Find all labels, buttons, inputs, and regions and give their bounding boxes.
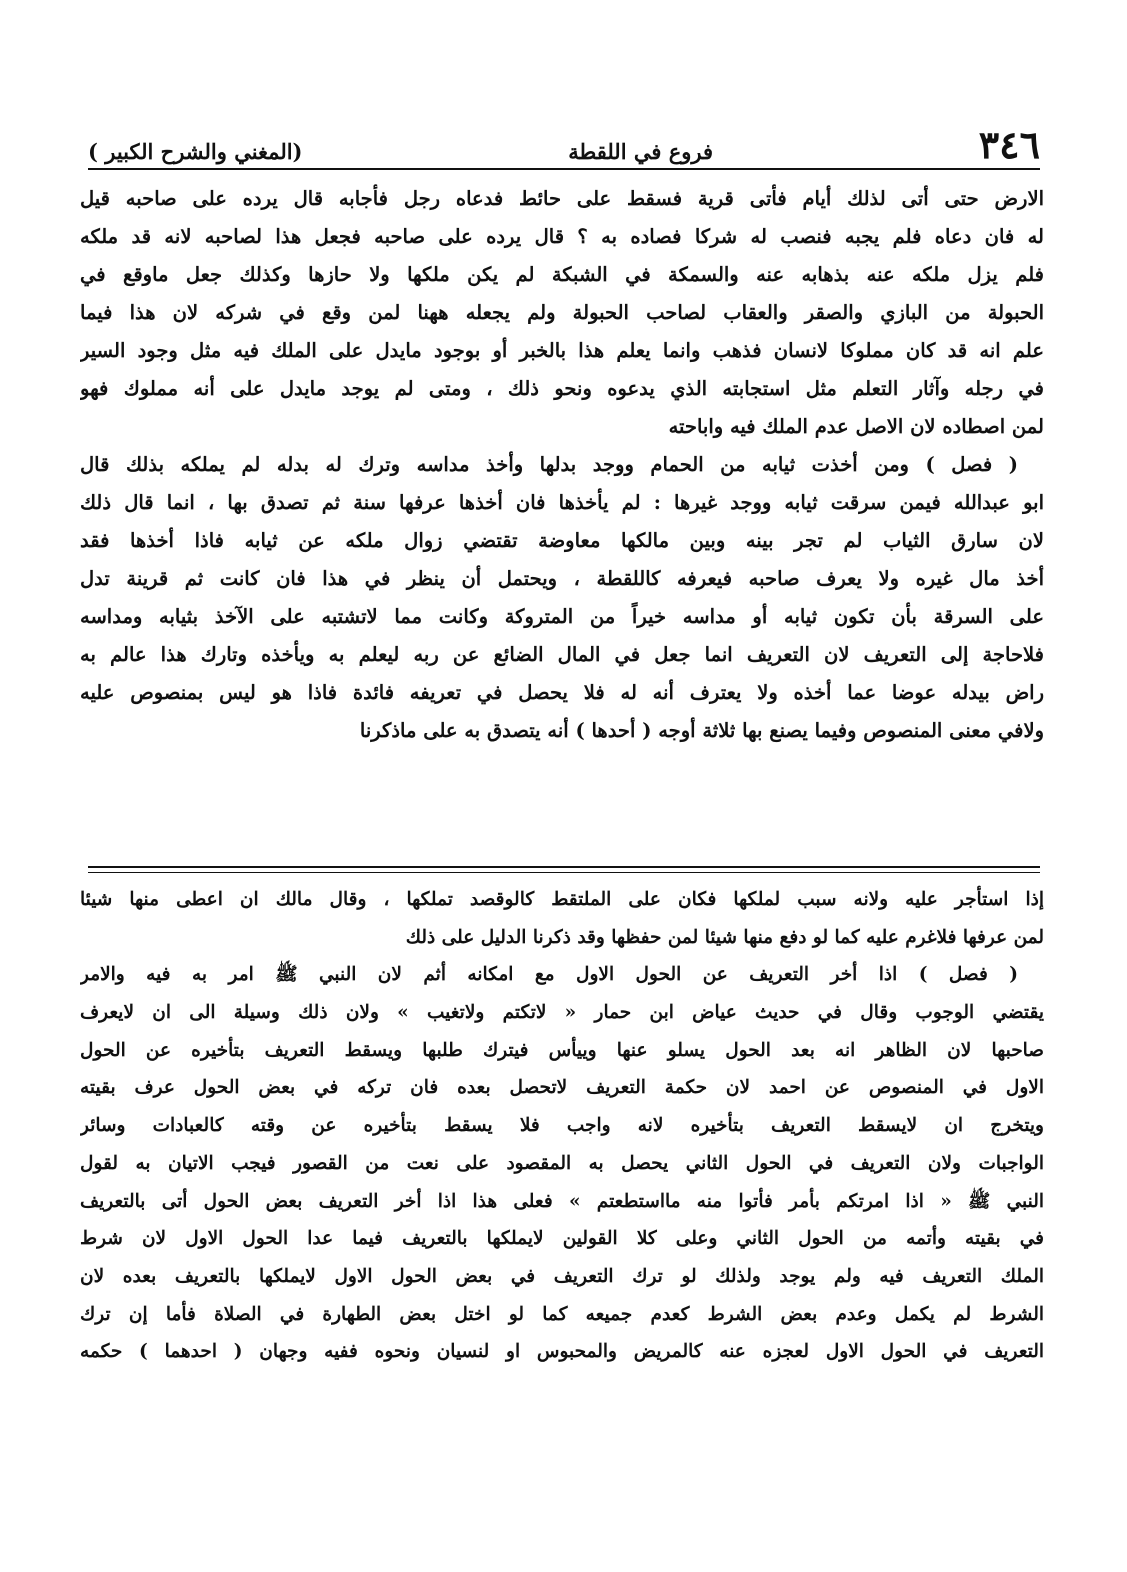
commentary-line: التعريف في الحول الاول لعجزه عنه كالمريض والمحبوس او لنسيان ونحوه ففيه وجهان ( احدهما ) حكمه (80, 1341, 1044, 1363)
page-header (88, 118, 1040, 167)
section-separator (88, 866, 1040, 873)
commentary-line: الشرط لم يكمل وعدم بعض الشرط كعدم جميعه كما لو اختل بعض الطهارة في الصلاة فأما إن ترك (80, 1303, 1044, 1325)
commentary-line: لمن عرفها فلاغرم عليه كما لو دفع منها شيئا لمن حفظها وقد ذكرنا الدليل على ذلك (405, 926, 1044, 948)
commentary-line: يقتضي الوجوب وقال في حديث عياض ابن حمار « لاتكتم ولاتغيب » ولان ذلك وسيلة الى ان لايعرف (80, 1002, 1044, 1024)
text-line: لان سارق الثياب لم تجر بينه وبين مالكها معاوضة تقتضي زوال ملكه عن ثيابه فاذا أخذها فقد (80, 529, 1044, 552)
page-number: ٣٤٦ (978, 122, 1040, 167)
text-line: فلاحاجة إلى التعريف لان التعريف انما جعل في المال الضائع عن ربه ليعلم به ويأخذه وتارك هذا عالم به (80, 643, 1044, 666)
commentary-line: إذا استأجر عليه ولانه سبب لملكها فكان على الملتقط كالوقصد تملكها ، وقال مالك ان اعطى منها شيئا (80, 889, 1044, 910)
text-line: راض بيدله عوضا عما أخذه ولا يعترف أنه له فلا يحصل في تعريفه فائدة فاذا هو ليس بمنصوص عليه (80, 681, 1044, 704)
text-line: في رجله وآثار التعلم مثل استجابته الذي يدعوه ونحو ذلك ، ومتى لم يوجد مايدل على أنه مملوك فهو (80, 377, 1044, 400)
text-line: ولافي معنى المنصوص وفيما يصنع بها ثلاثة أوجه ( أحدها ) أنه يتصدق به على ماذكرنا (359, 719, 1044, 742)
header-rule (88, 168, 1040, 170)
running-title: فروع في اللقطة (568, 139, 714, 164)
text-line: الحبولة من البازي والصقر والعقاب لصاحب الحبولة ولم يجعله ههنا لمن وقع في شركه لان هذا فيما (80, 301, 1044, 324)
text-line: ( فصل ) ومن أخذت ثيابه من الحمام ووجد بدلها وأخذ مداسه وترك له بدله لم يملكه بذلك قال (80, 453, 1018, 476)
book-title: (المغني والشرح الكبير ) (88, 139, 303, 164)
text-line: الارض حتى أتى لذلك أيام فأتى قرية فسقط على حائط فدعاه رجل فأجابه قال يرده على صاحبه قيل (80, 187, 1044, 210)
text-line: لمن اصطاده لان الاصل عدم الملك فيه واباحته (668, 415, 1044, 438)
commentary-line: الواجبات ولان التعريف في الحول الثاني يحصل به المقصود على نعت من القصور فيجب الاتيان به لقول (80, 1152, 1044, 1174)
text-line: ابو عبدالله فيمن سرقت ثيابه ووجد غيرها : لم يأخذها فان أخذها عرفها سنة ثم تصدق بها ، انما قال ذلك (80, 491, 1044, 514)
text-line: له فان دعاه فلم يجبه فنصب له شركا فصاده به ؟ قال يرده على صاحبه فجعل هذا لصاحبه لانه قد ملكه (80, 225, 1044, 248)
commentary-line: ( فصل ) اذا أخر التعريف عن الحول الاول مع امكانه أثم لان النبي ﷺ امر به فيه والامر (80, 964, 1018, 986)
text-line: على السرقة بأن تكون ثيابه أو مداسه خيراً من المتروكة وكانت مما لاتشتبه على الآخذ بثيابه ومداسه (80, 605, 1044, 628)
commentary-line: في بقيته وأتمه من الحول الثاني وعلى كلا القولين لايملكها بالتعريف فيما عدا الحول الاول لان شرط (80, 1228, 1044, 1250)
commentary-line: الاول في المنصوص عن احمد لان حكمة التعريف لاتحصل بعده فان تركه في بعض الحول عرف بقيته (80, 1077, 1044, 1099)
text-line: فلم يزل ملكه عنه بذهابه عنه والسمكة في الشبكة لم يكن ملكها ولا حازها وكذلك جعل ماوقع في (80, 263, 1044, 286)
text-line: علم انه قد كان مملوكا لانسان فذهب وانما يعلم هذا بالخبر أو بوجود مايدل على الملك فيه مثل وجود السير (80, 339, 1044, 362)
commentary-line: ويتخرج ان لايسقط التعريف بتأخيره لانه واجب فلا يسقط بتأخيره عن وقته كالعبادات وسائر (80, 1115, 1044, 1137)
commentary-text-block (80, 881, 1044, 1371)
commentary-line: الملك التعريف فيه ولم يوجد ولذلك لو ترك التعريف في بعض الحول الاول لايملكها بالتعريف بعده لان (80, 1265, 1044, 1287)
text-line: أخذ مال غيره ولا يعرف صاحبه فيعرفه كاللقطة ، ويحتمل أن ينظر في هذا فان كانت ثم قرينة تدل (80, 567, 1044, 590)
commentary-line: صاحبها لان الظاهر انه بعد الحول يسلو عنها وييأس فيترك طلبها ويسقط التعريف بتأخيره عن الحول (80, 1039, 1044, 1061)
commentary-line: النبي ﷺ « اذا امرتكم بأمر فأتوا منه مااستطعتم » فعلى هذا اذا أخر التعريف بعض الحول أتى بالتعريف (80, 1190, 1044, 1212)
main-text-block (80, 180, 1044, 750)
